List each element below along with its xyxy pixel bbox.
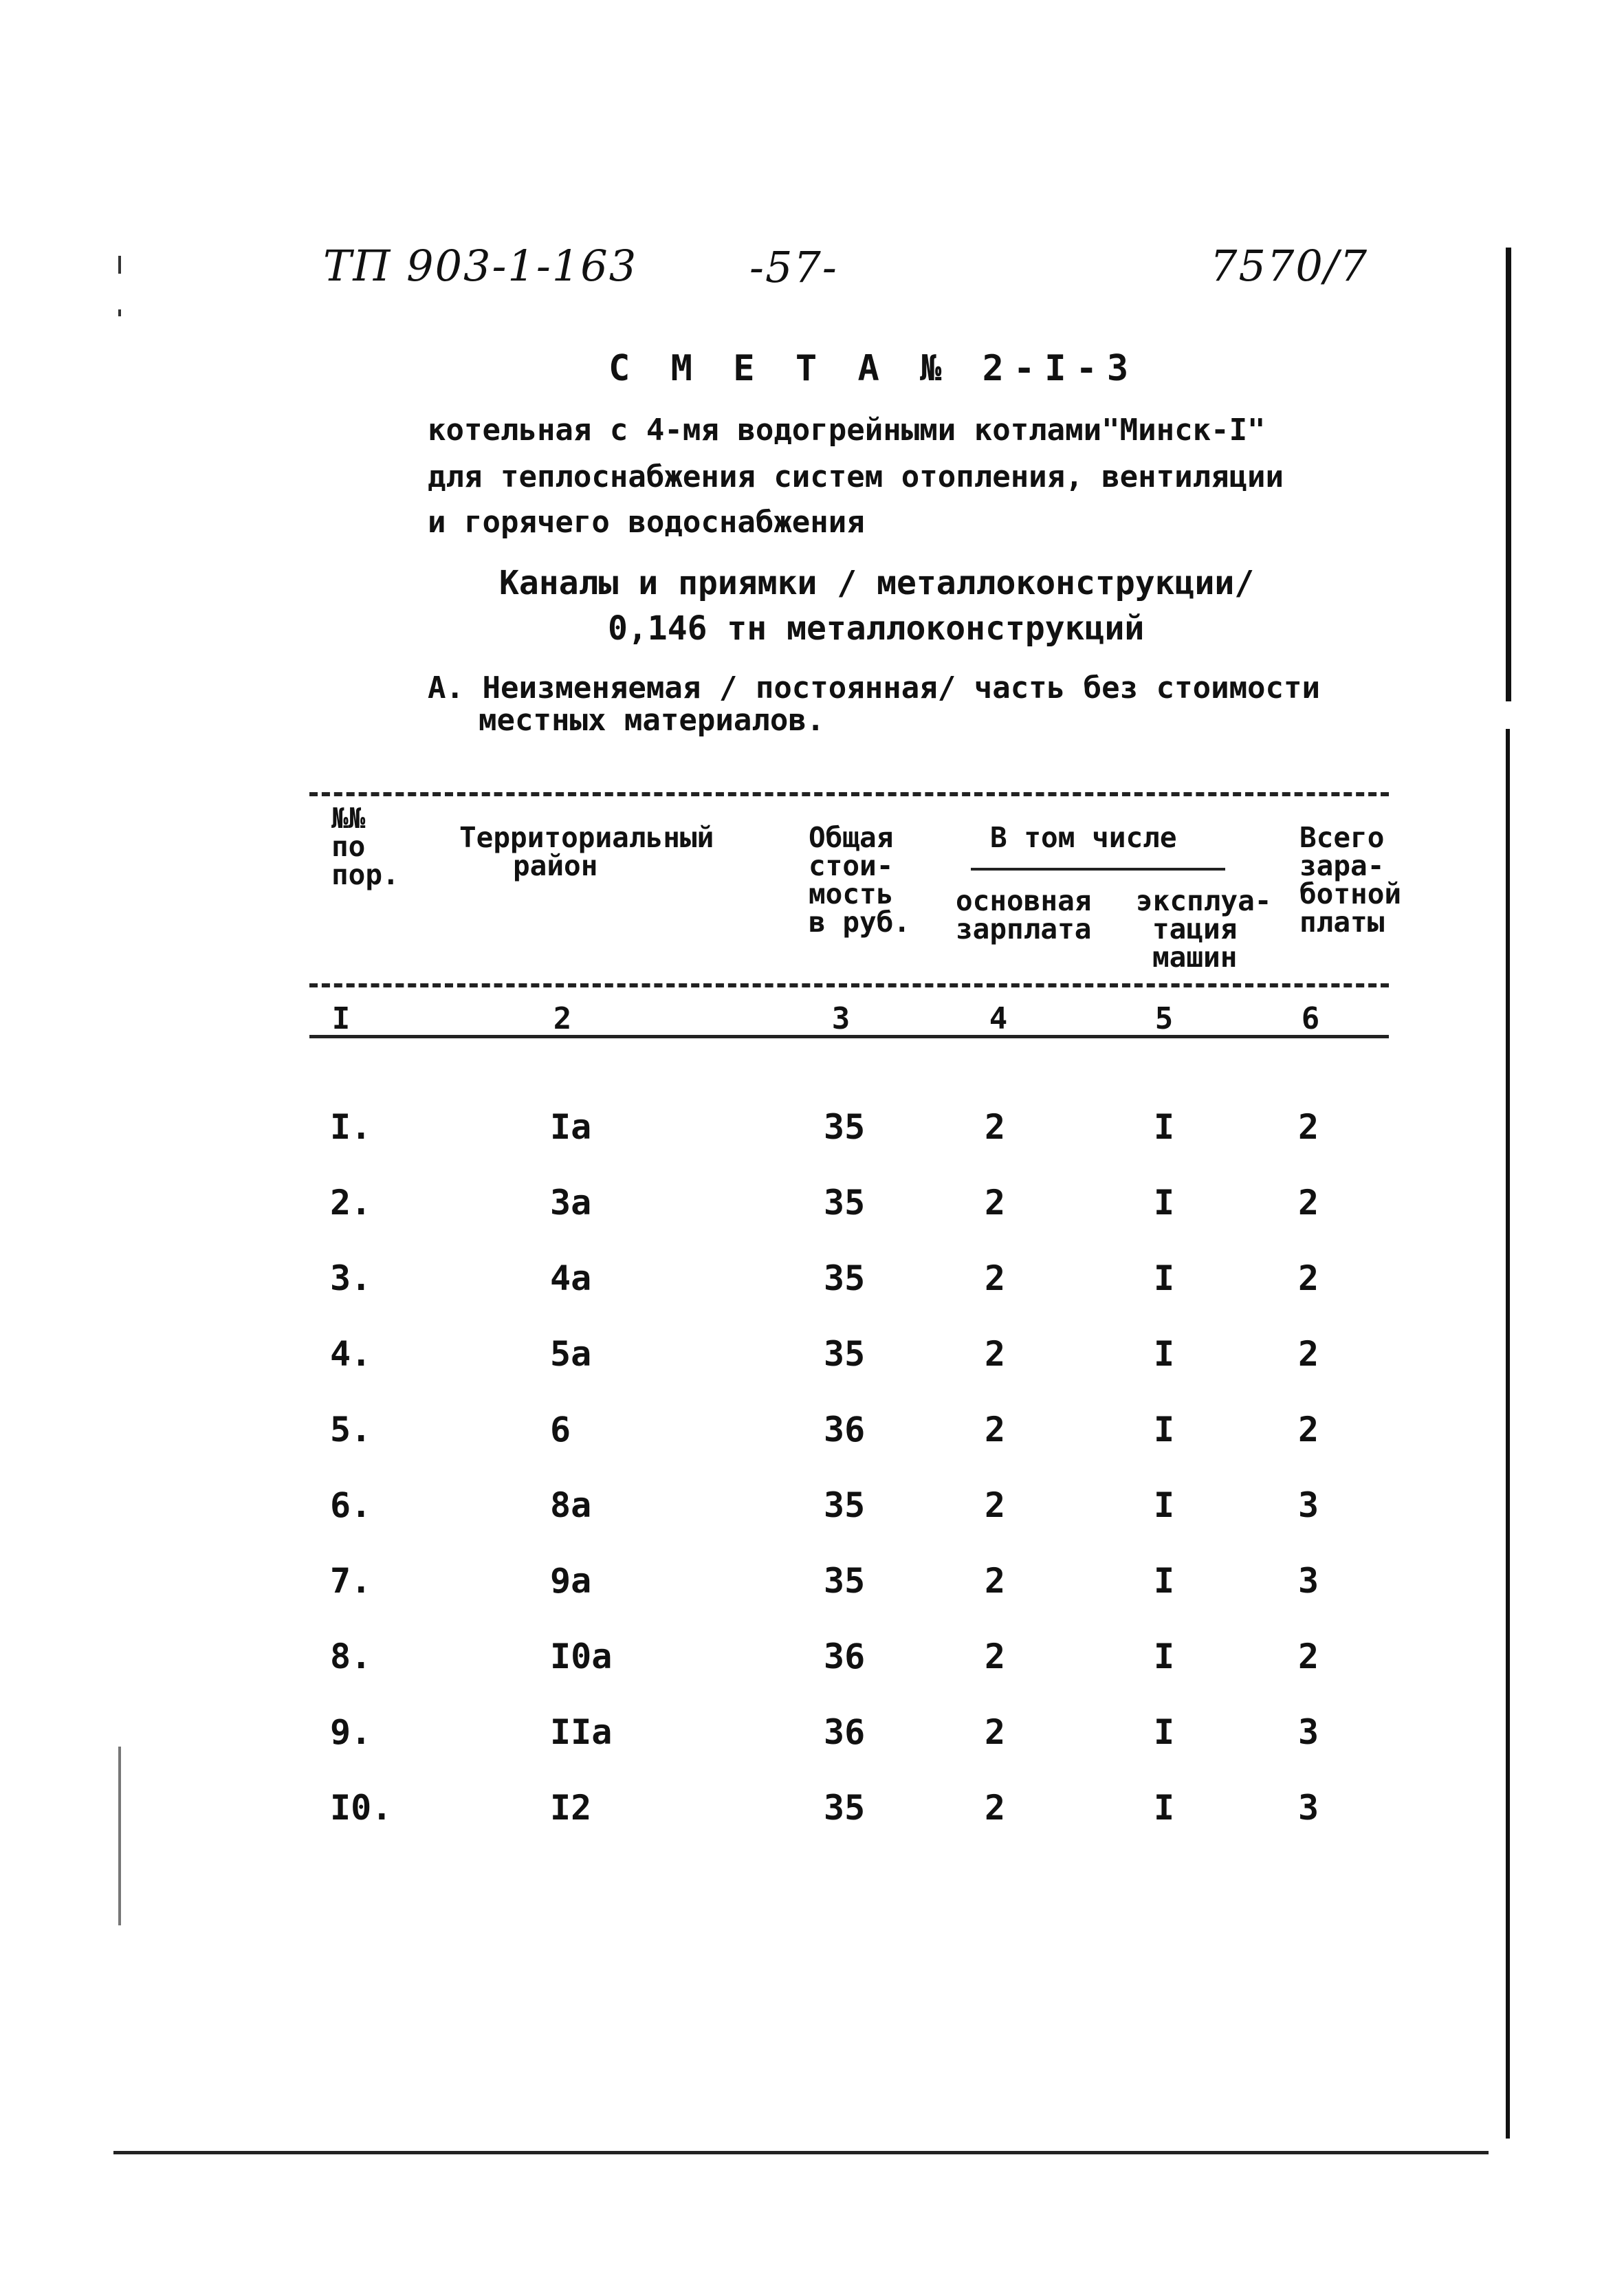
header-text: стои- xyxy=(809,849,894,882)
header-text: зара- xyxy=(1299,849,1385,882)
cell-region: 6 xyxy=(550,1410,571,1450)
description-line: для теплоснабжения систем отопления, вентиляции xyxy=(428,459,1284,494)
table-top-rule xyxy=(309,792,1389,796)
column-number: 5 xyxy=(1154,1001,1174,1036)
cell-machine-operation: I xyxy=(1154,1561,1175,1601)
cell-machine-operation: I xyxy=(1154,1334,1175,1374)
cell-region: 9а xyxy=(550,1561,592,1601)
cell-machine-operation: I xyxy=(1154,1410,1175,1450)
header-text: Всего xyxy=(1299,821,1385,854)
cell-region: 4а xyxy=(550,1258,592,1298)
cell-total-wages: 2 xyxy=(1298,1183,1319,1223)
column-number: 3 xyxy=(831,1001,851,1036)
header-text: район xyxy=(513,849,598,882)
header-text: эксплуа- xyxy=(1136,884,1272,917)
header-text: Территориальный xyxy=(459,821,714,854)
left-margin-mark xyxy=(118,256,121,274)
section-heading: местных материалов. xyxy=(479,703,825,738)
cell-base-salary: 2 xyxy=(985,1183,1006,1223)
document-title: С М Е Т А № 2-I-3 xyxy=(608,348,1139,389)
cell-base-salary: 2 xyxy=(985,1334,1006,1374)
section-heading: А. Неизменяемая / постоянная/ часть без стоимости xyxy=(428,670,1321,706)
header-text: платы xyxy=(1299,906,1385,939)
cell-base-salary: 2 xyxy=(985,1107,1006,1147)
subtitle-line: Каналы и приямки / металлоконструкции/ xyxy=(499,564,1255,602)
cell-base-salary: 2 xyxy=(985,1712,1006,1752)
cell-total-cost: 35 xyxy=(824,1788,866,1828)
header-text: в руб. xyxy=(809,906,911,939)
cell-row-number: 4. xyxy=(330,1334,372,1374)
cell-machine-operation: I xyxy=(1154,1183,1175,1223)
header-region xyxy=(459,821,714,882)
cell-total-cost: 35 xyxy=(824,1561,866,1601)
cell-machine-operation: I xyxy=(1154,1637,1175,1676)
header-text: основная xyxy=(956,884,1092,917)
cell-row-number: 2. xyxy=(330,1183,372,1223)
column-number: 4 xyxy=(989,1001,1008,1036)
cell-total-wages: 3 xyxy=(1298,1485,1319,1525)
cell-total-wages: 2 xyxy=(1298,1258,1319,1298)
cell-total-wages: 3 xyxy=(1298,1712,1319,1752)
header-text: тация xyxy=(1152,912,1238,945)
column-number: 6 xyxy=(1301,1001,1320,1036)
header-text: ботной xyxy=(1299,877,1402,910)
cell-region: I2 xyxy=(550,1788,592,1828)
left-margin-mark xyxy=(118,309,121,316)
cell-machine-operation: I xyxy=(1154,1485,1175,1525)
cell-total-wages: 3 xyxy=(1298,1788,1319,1828)
cell-total-cost: 35 xyxy=(824,1485,866,1525)
cell-row-number: 5. xyxy=(330,1410,372,1450)
cell-machine-operation: I xyxy=(1154,1107,1175,1147)
header-text: по xyxy=(331,830,366,863)
cell-base-salary: 2 xyxy=(985,1788,1006,1828)
cell-total-cost: 35 xyxy=(824,1183,866,1223)
doc-code: ТП 903-1-163 xyxy=(323,241,638,291)
cell-base-salary: 2 xyxy=(985,1485,1006,1525)
column-number: I xyxy=(331,1001,351,1036)
left-margin-mark xyxy=(118,1747,121,1925)
description-line: и горячего водоснабжения xyxy=(428,505,865,540)
right-border-line xyxy=(1506,248,1511,701)
column-number: 2 xyxy=(553,1001,572,1036)
table-header-rule xyxy=(309,983,1389,987)
cell-row-number: I0. xyxy=(330,1788,393,1828)
cell-total-wages: 2 xyxy=(1298,1410,1319,1450)
cell-row-number: 6. xyxy=(330,1485,372,1525)
cell-total-cost: 36 xyxy=(824,1637,866,1676)
cell-total-cost: 36 xyxy=(824,1410,866,1450)
header-text: зарплата xyxy=(956,912,1092,945)
cell-row-number: 7. xyxy=(330,1561,372,1601)
cell-region: 8а xyxy=(550,1485,592,1525)
cell-total-wages: 3 xyxy=(1298,1561,1319,1601)
header-group: В том числе xyxy=(990,821,1177,854)
cell-machine-operation: I xyxy=(1154,1258,1175,1298)
cell-row-number: I. xyxy=(330,1107,372,1147)
header-base-salary xyxy=(956,884,1092,945)
bottom-border-line xyxy=(113,2151,1489,2154)
sheet-code: 7570/7 xyxy=(1210,241,1369,291)
cell-region: I0а xyxy=(550,1637,613,1676)
header-text: мость xyxy=(809,877,894,910)
header-text: пор. xyxy=(331,858,399,891)
header-text: машин xyxy=(1152,941,1238,974)
cell-total-cost: 35 xyxy=(824,1334,866,1374)
cell-base-salary: 2 xyxy=(985,1561,1006,1601)
header-total-wages xyxy=(1299,821,1402,939)
cell-total-cost: 36 xyxy=(824,1712,866,1752)
cell-region: 5а xyxy=(550,1334,592,1374)
header-machine-operation xyxy=(1136,884,1272,974)
cell-total-cost: 35 xyxy=(824,1258,866,1298)
page-number: -57- xyxy=(749,242,838,292)
subtitle-line: 0,146 тн металлоконструкций xyxy=(608,609,1145,648)
header-text: Общая xyxy=(809,821,894,854)
cell-region: Iа xyxy=(550,1107,592,1147)
cell-total-wages: 2 xyxy=(1298,1334,1319,1374)
header-total-cost xyxy=(809,821,911,939)
cell-base-salary: 2 xyxy=(985,1410,1006,1450)
right-border-line xyxy=(1506,729,1510,2139)
cell-row-number: 8. xyxy=(330,1637,372,1676)
cell-base-salary: 2 xyxy=(985,1258,1006,1298)
cell-total-wages: 2 xyxy=(1298,1107,1319,1147)
header-row-number xyxy=(331,802,399,891)
cell-total-cost: 35 xyxy=(824,1107,866,1147)
cell-region: IIа xyxy=(550,1712,613,1752)
cell-region: 3а xyxy=(550,1183,592,1223)
cell-row-number: 9. xyxy=(330,1712,372,1752)
cell-machine-operation: I xyxy=(1154,1788,1175,1828)
cell-total-wages: 2 xyxy=(1298,1637,1319,1676)
cell-machine-operation: I xyxy=(1154,1712,1175,1752)
group-underline xyxy=(971,868,1225,871)
header-text: №№ xyxy=(331,802,366,835)
cell-row-number: 3. xyxy=(330,1258,372,1298)
description-line: котельная с 4-мя водогрейными котлами"Минск-I" xyxy=(428,413,1266,448)
cell-base-salary: 2 xyxy=(985,1637,1006,1676)
